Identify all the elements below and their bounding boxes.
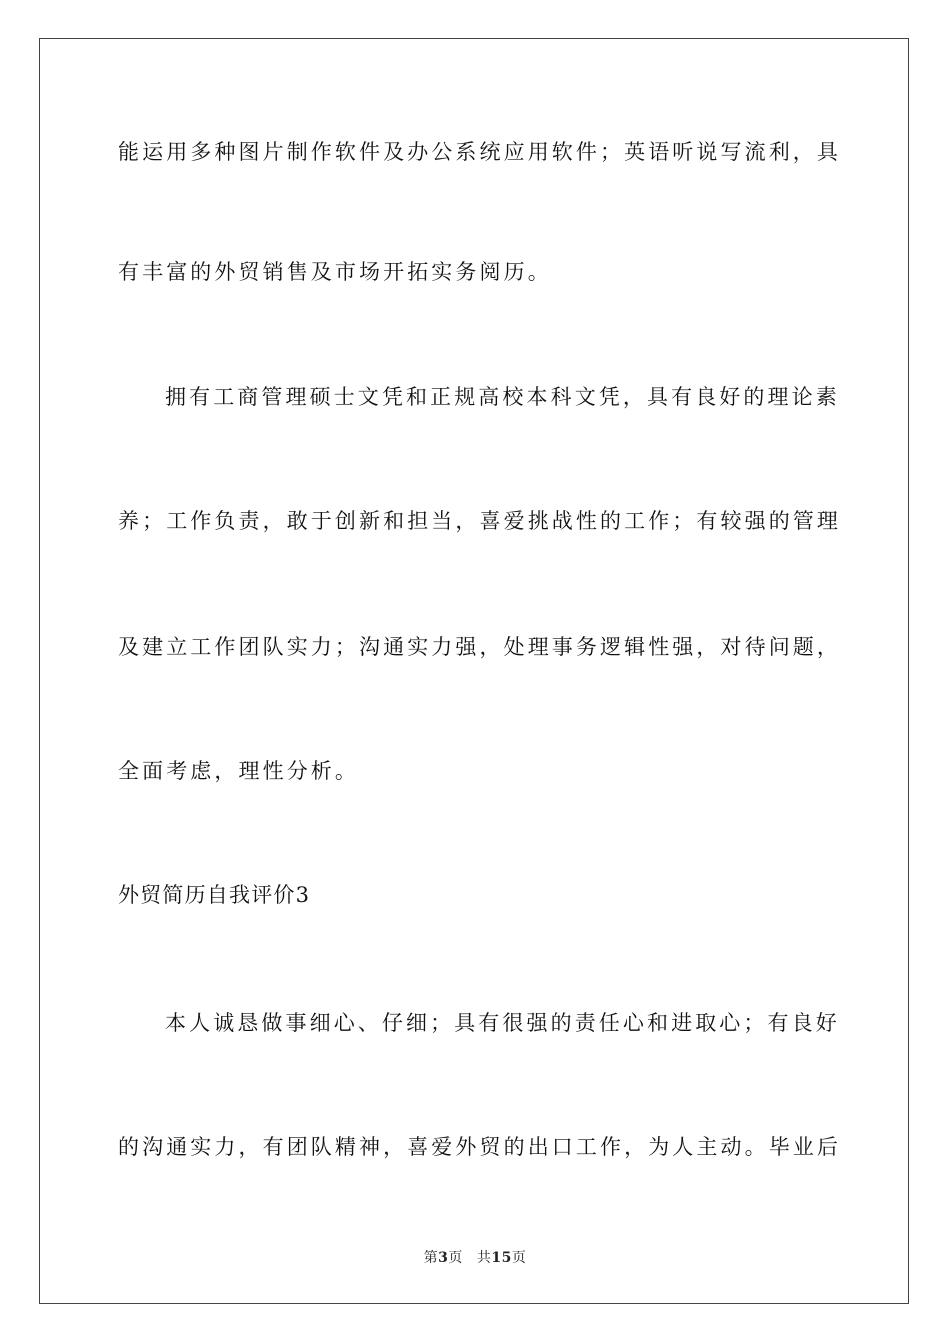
page-prefix: 第 — [423, 1250, 439, 1266]
page-footer — [0, 1247, 950, 1267]
body-line-8: 的沟通实力，有团队精神，喜爱外贸的出口工作，为人主动。毕业后 — [118, 1135, 841, 1159]
body-line-2: 有丰富的外贸销售及市场开拓实务阅历。 — [118, 260, 552, 284]
body-line-7: 本人诚恳做事细心、仔细；具有很强的责任心和进取心；有良好 — [165, 1011, 840, 1035]
total-prefix: 共 — [476, 1250, 492, 1266]
body-line-5: 及建立工作团队实力；沟通实力强，处理事务逻辑性强，对待问题， — [118, 635, 841, 659]
body-line-6: 全面考虑，理性分析。 — [118, 759, 359, 783]
total-pages: 15 — [491, 1250, 512, 1266]
total-suffix: 页 — [511, 1250, 527, 1266]
page-number: 3 — [438, 1250, 449, 1266]
body-line-1: 能运用多种图片制作软件及办公系统应用软件；英语听说写流利，具 — [118, 140, 841, 164]
body-line-4: 养；工作负责，敢于创新和担当，喜爱挑战性的工作；有较强的管理 — [118, 509, 841, 533]
page-border — [39, 38, 909, 1304]
body-line-3: 拥有工商管理硕士文凭和正规高校本科文凭，具有良好的理论素 — [165, 385, 840, 409]
page-suffix: 页 — [448, 1250, 463, 1266]
section-heading: 外贸简历自我评价3 — [118, 883, 311, 907]
